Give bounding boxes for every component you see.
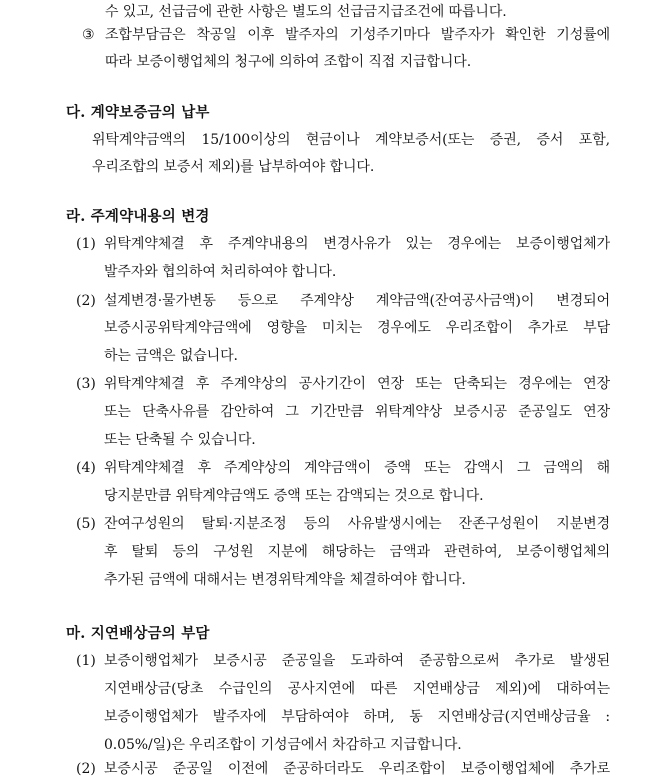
ra-item-3-line-3: 또는 단축될 수 있습니다. (104, 432, 256, 448)
ra-item-4-line-1: 위탁계약체결 후 주계약상의 계약금액이 증액 또는 감액시 그 금액의 해 (104, 460, 610, 476)
ra-item-2-marker: (2) (76, 293, 96, 309)
item2-continuation-line: 수 있고, 선급금에 관한 사항은 별도의 선급금지급조건에 따릅니다. (105, 4, 507, 20)
ra-item-5-line-3: 추가된 금액에 대해서는 변경위탁계약을 체결하여야 합니다. (104, 572, 466, 588)
ra-item-5-line-1: 잔여구성원의 탈퇴·지분조정 등의 사유발생시에는 잔존구성원이 지분변경 (104, 516, 610, 532)
ra-item-1-line-2: 발주자와 협의하여 처리하여야 합니다. (104, 264, 337, 280)
item3-line-2: 따라 보증이행업체의 청구에 의하여 조합이 직접 지급합니다. (105, 54, 472, 70)
section-da-line-2: 우리조합의 보증서 제외)를 납부하여야 합니다. (92, 159, 375, 175)
section-ma-heading: 마. 지연배상금의 부담 (66, 625, 210, 642)
ma-item-2-marker: (2) (76, 761, 96, 777)
ra-item-3-line-2: 또는 단축사유를 감안하여 그 기간만큼 위탁계약상 보증시공 준공일도 연장 (104, 404, 610, 420)
ra-item-2-line-3: 하는 금액은 없습니다. (104, 348, 238, 364)
item3-marker: ③ (82, 27, 95, 43)
item3-line-1: 조합부담금은 착공일 이후 발주자의 기성주기마다 발주자가 확인한 기성률에 (105, 27, 610, 43)
ra-item-4-line-2: 당지분만큼 위탁계약금액도 증액 또는 감액되는 것으로 합니다. (104, 488, 484, 504)
ma-item-1-line-4: 0.05%/일)은 우리조합이 기성금에서 차감하고 지급합니다. (104, 737, 462, 753)
ra-item-2-line-1: 설계변경·물가변동 등으로 주계약상 계약금액(잔여공사금액)이 변경되어 (104, 293, 610, 309)
ra-item-5-marker: (5) (76, 516, 96, 532)
ma-item-1-marker: (1) (76, 653, 96, 669)
ma-item-2-line-1: 보증시공 준공일 이전에 준공하더라도 우리조합이 보증이행업체에 추가로 (104, 761, 610, 777)
section-da-heading: 다. 계약보증금의 납부 (66, 104, 210, 121)
ra-item-3-marker: (3) (76, 376, 96, 392)
ra-item-1-marker: (1) (76, 236, 96, 252)
ma-item-1-line-2: 지연배상금(당초 수급인의 공사지연에 따른 지연배상금 제외)에 대하여는 (104, 681, 610, 697)
ra-item-5-line-2: 후 탈퇴 등의 구성원 지분에 해당하는 금액과 관련하여, 보증이행업체의 (104, 544, 610, 560)
ra-item-2-line-2: 보증시공위탁계약금액에 영향을 미치는 경우에도 우리조합이 추가로 부담 (104, 320, 610, 336)
ra-item-3-line-1: 위탁계약체결 후 주계약상의 공사기간이 연장 또는 단축되는 경우에는 연장 (104, 376, 610, 392)
ra-item-1-line-1: 위탁계약체결 후 주계약내용의 변경사유가 있는 경우에는 보증이행업체가 (104, 236, 610, 252)
section-ra-heading: 라. 주계약내용의 변경 (66, 208, 210, 225)
ma-item-1-line-1: 보증이행업체가 보증시공 준공일을 도과하여 준공함으로써 추가로 발생된 (104, 653, 610, 669)
ma-item-1-line-3: 보증이행업체가 발주자에 부담하여야 하며, 동 지연배상금(지연배상금율 : (104, 709, 610, 725)
section-da-line-1: 위탁계약금액의 15/100이상의 현금이나 계약보증서(또는 증권, 증서 포함, (92, 132, 610, 148)
ra-item-4-marker: (4) (76, 460, 96, 476)
